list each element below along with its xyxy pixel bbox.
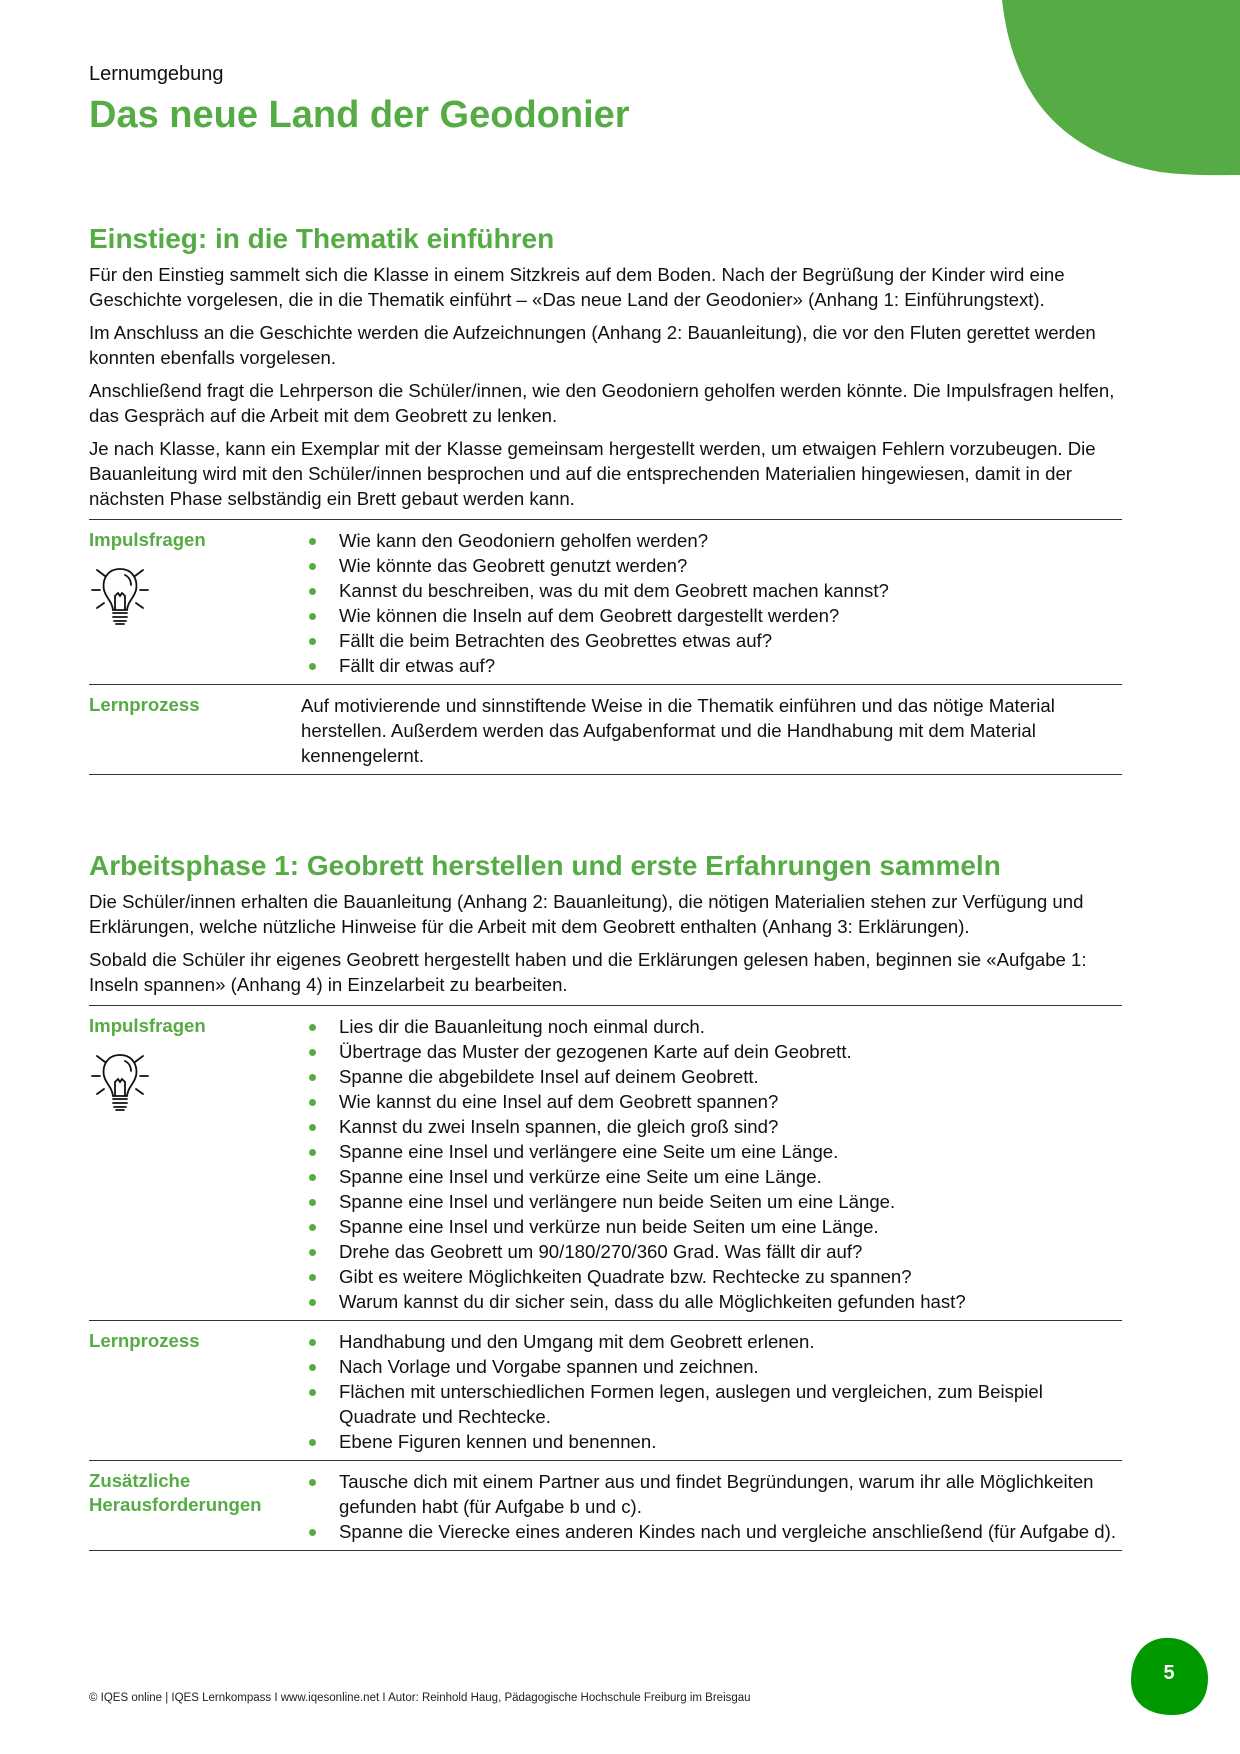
footer-copyright: © IQES online | IQES Lernkompass I www.iqesonline.net I Autor: Reinhold Haug, Pädagogische Hochschule Freiburg im Breisgau (89, 1692, 751, 1704)
paragraph: Im Anschluss an die Geschichte werden die Aufzeichnungen (Anhang 2: Bauanleitung), die vor den Fluten gerettet werden konnten ebenfalls vorgelesen. (89, 322, 1096, 368)
paragraph: Sobald die Schüler ihr eigenes Geobrett hergestellt haben und die Erklärungen gelesen haben, beginnen sie «Aufgabe 1: Inseln spannen» (Anhang 4) in Einzelarbeit zu bearbeiten. (89, 949, 1087, 995)
list-item: Nach Vorlage und Vorgabe spannen und zeichnen. (301, 1354, 1122, 1379)
table-row-impulsfragen (89, 520, 1122, 685)
list-item: Übertrage das Muster der gezogenen Karte auf dein Geobrett. (301, 1039, 1122, 1064)
bullet-list (301, 1014, 1122, 1314)
document-kicker: Lernumgebung (89, 63, 224, 85)
table-row-impulsfragen (89, 1006, 1122, 1321)
list-item: Spanne eine Insel und verkürze eine Seite um eine Länge. (301, 1164, 1122, 1189)
list-item: Warum kannst du dir sicher sein, dass du alle Möglichkeiten gefunden hast? (301, 1289, 1122, 1314)
section-heading: Einstieg: in die Thematik einführen (89, 223, 555, 254)
list-item: Wie könnte das Geobrett genutzt werden? (301, 553, 1122, 578)
list-item: Kannst du zwei Inseln spannen, die gleich groß sind? (301, 1114, 1122, 1139)
list-item: Tausche dich mit einem Partner aus und findet Begründungen, warum ihr alle Möglichkeiten gefunden habt (für Aufgabe b und c). (301, 1469, 1122, 1519)
list-item: Wie können die Inseln auf dem Geobrett dargestellt werden? (301, 603, 1122, 628)
lightbulb-icon (89, 560, 151, 630)
table-row-zusaetzliche-herausforderungen (89, 1461, 1122, 1551)
table-row-lernprozess (89, 1321, 1122, 1461)
list-item: Spanne die Vierecke eines anderen Kindes nach und vergleiche anschließend (für Aufgabe d). (301, 1519, 1122, 1544)
list-item: Kannst du beschreiben, was du mit dem Geobrett machen kannst? (301, 578, 1122, 603)
list-item: Wie kann den Geodoniern geholfen werden? (301, 528, 1122, 553)
row-label: Lernprozess (89, 1321, 301, 1461)
list-item: Drehe das Geobrett um 90/180/270/360 Grad. Was fällt dir auf? (301, 1239, 1122, 1264)
corner-decoration-shape (980, 0, 1240, 176)
info-table (89, 519, 1122, 775)
row-label: Zusätzliche Herausforderungen (89, 1461, 301, 1551)
bullet-list (301, 528, 1122, 678)
list-item: Ebene Figuren kennen und benennen. (301, 1429, 1122, 1454)
section-heading: Arbeitsphase 1: Geobrett herstellen und erste Erfahrungen sammeln (89, 850, 1001, 881)
page-number: 5 (1163, 1662, 1175, 1684)
list-item: Spanne eine Insel und verlängere eine Seite um eine Länge. (301, 1139, 1122, 1164)
list-item: Handhabung und den Umgang mit dem Geobrett erlenen. (301, 1329, 1122, 1354)
bullet-list (301, 1469, 1122, 1544)
list-item: Fällt dir etwas auf? (301, 653, 1122, 678)
bullet-list (301, 1329, 1122, 1454)
table-row-lernprozess (89, 685, 1122, 775)
list-item: Gibt es weitere Möglichkeiten Quadrate bzw. Rechtecke zu spannen? (301, 1264, 1122, 1289)
row-label: Lernprozess (89, 685, 301, 775)
list-item: Spanne eine Insel und verlängere nun beide Seiten um eine Länge. (301, 1189, 1122, 1214)
paragraph: Je nach Klasse, kann ein Exemplar mit der Klasse gemeinsam hergestellt werden, um etwaigen Fehlern vorzubeugen. Die Bauanleitung wird mit den Schüler/innen besprochen und auf die entsprechenden Materialien hingewiesen, damit in der nächsten Phase selbständig ein Brett gebaut werden kann. (89, 438, 1096, 509)
section-arbeitsphase-1 (89, 849, 1122, 1551)
paragraph: Anschließend fragt die Lehrperson die Schüler/innen, wie den Geodoniern geholfen werden könnte. Die Impulsfragen helfen, das Gespräch auf die Arbeit mit dem Geobrett zu lenken. (89, 380, 1115, 426)
info-table (89, 1005, 1122, 1551)
row-label: Impulsfragen (89, 529, 206, 550)
document-title: Das neue Land der Geodonier (89, 94, 630, 136)
list-item: Spanne die abgebildete Insel auf deinem Geobrett. (301, 1064, 1122, 1089)
lightbulb-icon (89, 1046, 151, 1116)
list-item: Flächen mit unterschiedlichen Formen legen, auslegen und vergleichen, zum Beispiel Quadrate und Rechtecke. (301, 1379, 1122, 1429)
list-item: Wie kannst du eine Insel auf dem Geobrett spannen? (301, 1089, 1122, 1114)
row-label: Impulsfragen (89, 1015, 206, 1036)
paragraph: Die Schüler/innen erhalten die Bauanleitung (Anhang 2: Bauanleitung), die nötigen Materialien stehen zur Verfügung und Erklärungen, welche nützliche Hinweise für die Arbeit mit dem Geobrett enthalten (Anhang 3: Erklärungen). (89, 891, 1084, 937)
list-item: Lies dir die Bauanleitung noch einmal durch. (301, 1014, 1122, 1039)
list-item: Spanne eine Insel und verkürze nun beide Seiten um eine Länge. (301, 1214, 1122, 1239)
section-einstieg (89, 222, 1122, 775)
list-item: Fällt die beim Betrachten des Geobrettes etwas auf? (301, 628, 1122, 653)
paragraph: Für den Einstieg sammelt sich die Klasse in einem Sitzkreis auf dem Boden. Nach der Begrüßung der Kinder wird eine Geschichte vorgelesen, die in die Thematik einführt – «Das neue Land der Geodonier» (Anhang 1: Einführungstext). (89, 264, 1065, 310)
row-text: Auf motivierende und sinnstiftende Weise in die Thematik einführen und das nötige Material herstellen. Außerdem werden das Aufgabenformat und die Handhabung mit dem Material kennengelernt. (301, 685, 1122, 775)
